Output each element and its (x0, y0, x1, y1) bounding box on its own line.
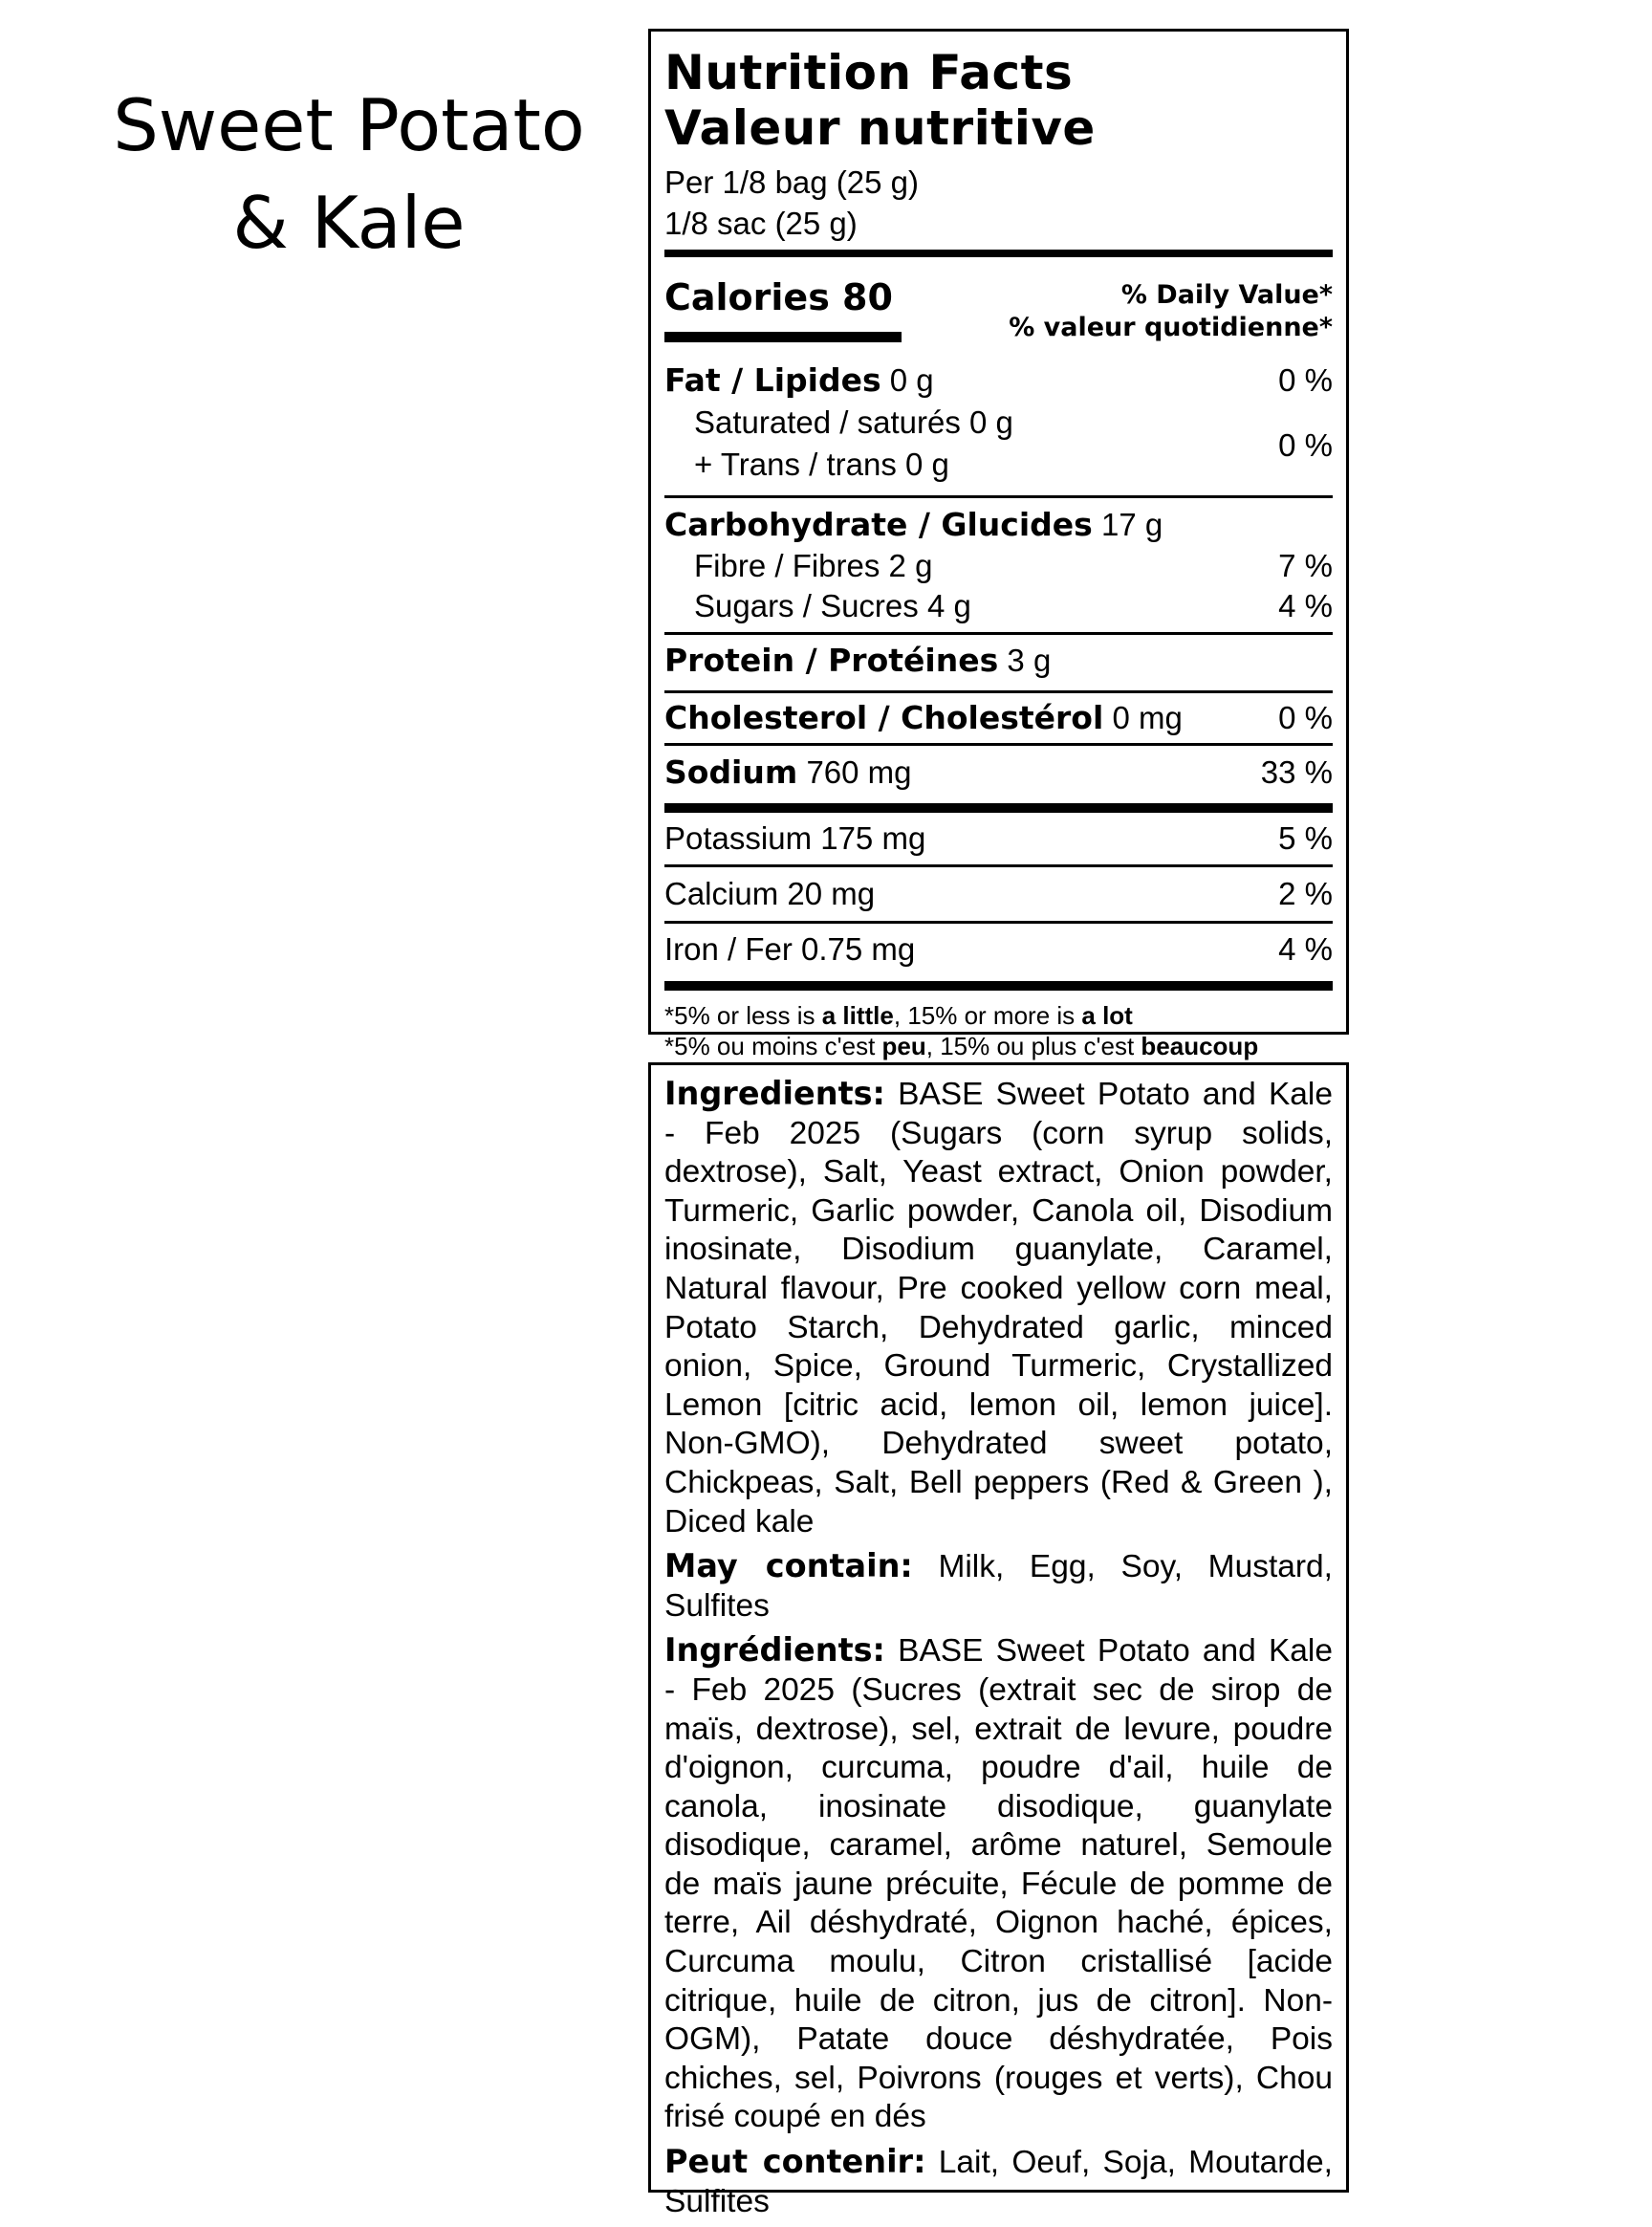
serving-size-fr: 1/8 sac (25 g) (664, 206, 858, 241)
iron-pct: 4 % (1278, 931, 1333, 967)
nutrition-facts-panel (648, 29, 1349, 1060)
sugars-pct: 4 % (1278, 588, 1333, 623)
potassium-pct: 5 % (1278, 820, 1333, 856)
carbohydrate-label: Carbohydrate / Glucides (664, 506, 1093, 543)
peut-contenir (664, 2143, 1333, 2221)
protein-amount: 3 g (1007, 643, 1052, 678)
carbohydrate-row (664, 504, 1333, 546)
footnote-fr-bold: beaucoup (1141, 1032, 1259, 1060)
ingredients-en-text: BASE Sweet Potato and Kale - Feb 2025 (Sugars (corn syrup solids, dextrose), Salt, Yeast extract, Onion powder, Turmeric, Garlic powder, Canola oil, Disodium inosinate, Disodium guanylate, Caramel, Natural flavour, Pre cooked yellow corn meal, Potato Starch, Dehydrated garlic, minced onion, Spice, Ground Turmeric, Crystallized Lemon [citric acid, lemon oil, lemon juice]. Non-GMO), Dehydrated sweet potato, Chickpeas, Salt, Bell peppers (Red & Green ), Diced kale (664, 1077, 1334, 1539)
saturated-row: Saturated / saturés 0 g (694, 404, 1013, 440)
trans-row: + Trans / trans 0 g (694, 447, 949, 482)
sat-trans-group (664, 402, 1333, 490)
footnote-en-bold: a little (821, 1001, 894, 1030)
may-contain (664, 1547, 1333, 1626)
product-title-line1: Sweet Potato (113, 83, 585, 167)
fat-amount: 0 g (889, 362, 934, 398)
footnote-en-text: *5% or less is (664, 1001, 822, 1030)
product-title-line2: & Kale (232, 181, 466, 265)
footnote-fr (664, 1031, 1333, 1061)
sodium-row (664, 746, 1333, 799)
potassium-text: Potassium 175 mg (664, 820, 926, 856)
cholesterol-label: Cholesterol / Cholestérol (664, 699, 1104, 736)
may-contain-text: Milk, Egg, Soy, Mustard, Sulfites (664, 1549, 1333, 1624)
potassium-row (664, 813, 1333, 864)
fat-row (664, 360, 1333, 402)
nutrition-title-fr: Valeur nutritive (664, 100, 1096, 156)
protein-row (664, 635, 1333, 687)
calories-label: Calories 80 (664, 276, 893, 318)
divider-thick (664, 803, 1333, 813)
ingredients-en-label: Ingredients: (664, 1075, 885, 1112)
sodium-pct: 33 % (1260, 754, 1333, 790)
cholesterol-amount: 0 mg (1112, 700, 1183, 735)
fibre-row (664, 546, 1333, 586)
daily-value-header-fr: % valeur quotidienne* (1009, 313, 1333, 342)
fat-label: Fat / Lipides (664, 361, 881, 399)
daily-value-header-en: % Daily Value* (1120, 280, 1333, 310)
footnote-fr-bold: peu (881, 1032, 926, 1060)
product-title (86, 76, 612, 272)
carbohydrate-amount: 17 g (1101, 507, 1163, 542)
sugars-row (664, 586, 1333, 626)
sat-trans-pct: 0 % (1278, 427, 1333, 463)
calcium-pct: 2 % (1278, 876, 1333, 911)
cholesterol-row (664, 693, 1333, 743)
sodium-label: Sodium (664, 753, 798, 791)
ingredients-fr-label: Ingrédients: (664, 1631, 885, 1670)
serving-size-en: Per 1/8 bag (25 g) (664, 164, 919, 200)
nutrition-title-en: Nutrition Facts (664, 45, 1074, 100)
peut-contenir-label: Peut contenir: (664, 2143, 926, 2181)
protein-label: Protein / Protéines (664, 642, 999, 679)
sugars-text: Sugars / Sucres 4 g (694, 588, 971, 623)
ingredients-fr (664, 1631, 1333, 2137)
cholesterol-pct: 0 % (1278, 700, 1333, 735)
calories-block (664, 257, 1333, 365)
footnote-en-text: , 15% or more is (893, 1001, 1082, 1030)
calcium-text: Calcium 20 mg (664, 876, 876, 911)
calories-underline (664, 332, 902, 342)
divider-thick (664, 981, 1333, 991)
may-contain-label: May contain: (664, 1547, 913, 1585)
footnote-en (664, 1000, 1333, 1031)
sodium-amount: 760 mg (806, 754, 912, 790)
footnote-en-bold: a lot (1081, 1001, 1133, 1030)
peut-contenir-text: Lait, Oeuf, Soja, Moutarde, Sulfites (664, 2145, 1333, 2219)
fat-pct: 0 % (1278, 362, 1333, 398)
divider (664, 495, 1333, 498)
calcium-row (664, 867, 1333, 921)
ingredients-en (664, 1075, 1333, 1541)
footnote-fr-text: , 15% ou plus c'est (925, 1032, 1141, 1060)
ingredients-panel (648, 1062, 1349, 2219)
iron-row (664, 924, 1333, 975)
divider-thick (664, 250, 1333, 257)
footnote-fr-text: *5% ou moins c'est (664, 1032, 882, 1060)
ingredients-fr-text: BASE Sweet Potato and Kale - Feb 2025 (Sucres (extrait sec de sirop de maïs, dextrose), sel, extrait de levure, poudre d'oignon, curcuma, poudre d'ail, huile de canola, inosinate disodique, guanylate disodique, caramel, arôme naturel, Semoule de maïs jaune précuite, Fécule de pomme de terre, Ail déshydraté, Oignon haché, épices, Curcuma moulu, Citron cristallisé [acide citrique, huile de citron, jus de citron]. Non-OGM), Patate douce déshydratée, Pois chiches, sel, Poivrons (rouges et verts), Chou frisé coupé en dés (664, 1633, 1334, 2135)
fibre-text: Fibre / Fibres 2 g (694, 548, 933, 583)
fibre-pct: 7 % (1278, 548, 1333, 583)
iron-text: Iron / Fer 0.75 mg (664, 931, 916, 967)
